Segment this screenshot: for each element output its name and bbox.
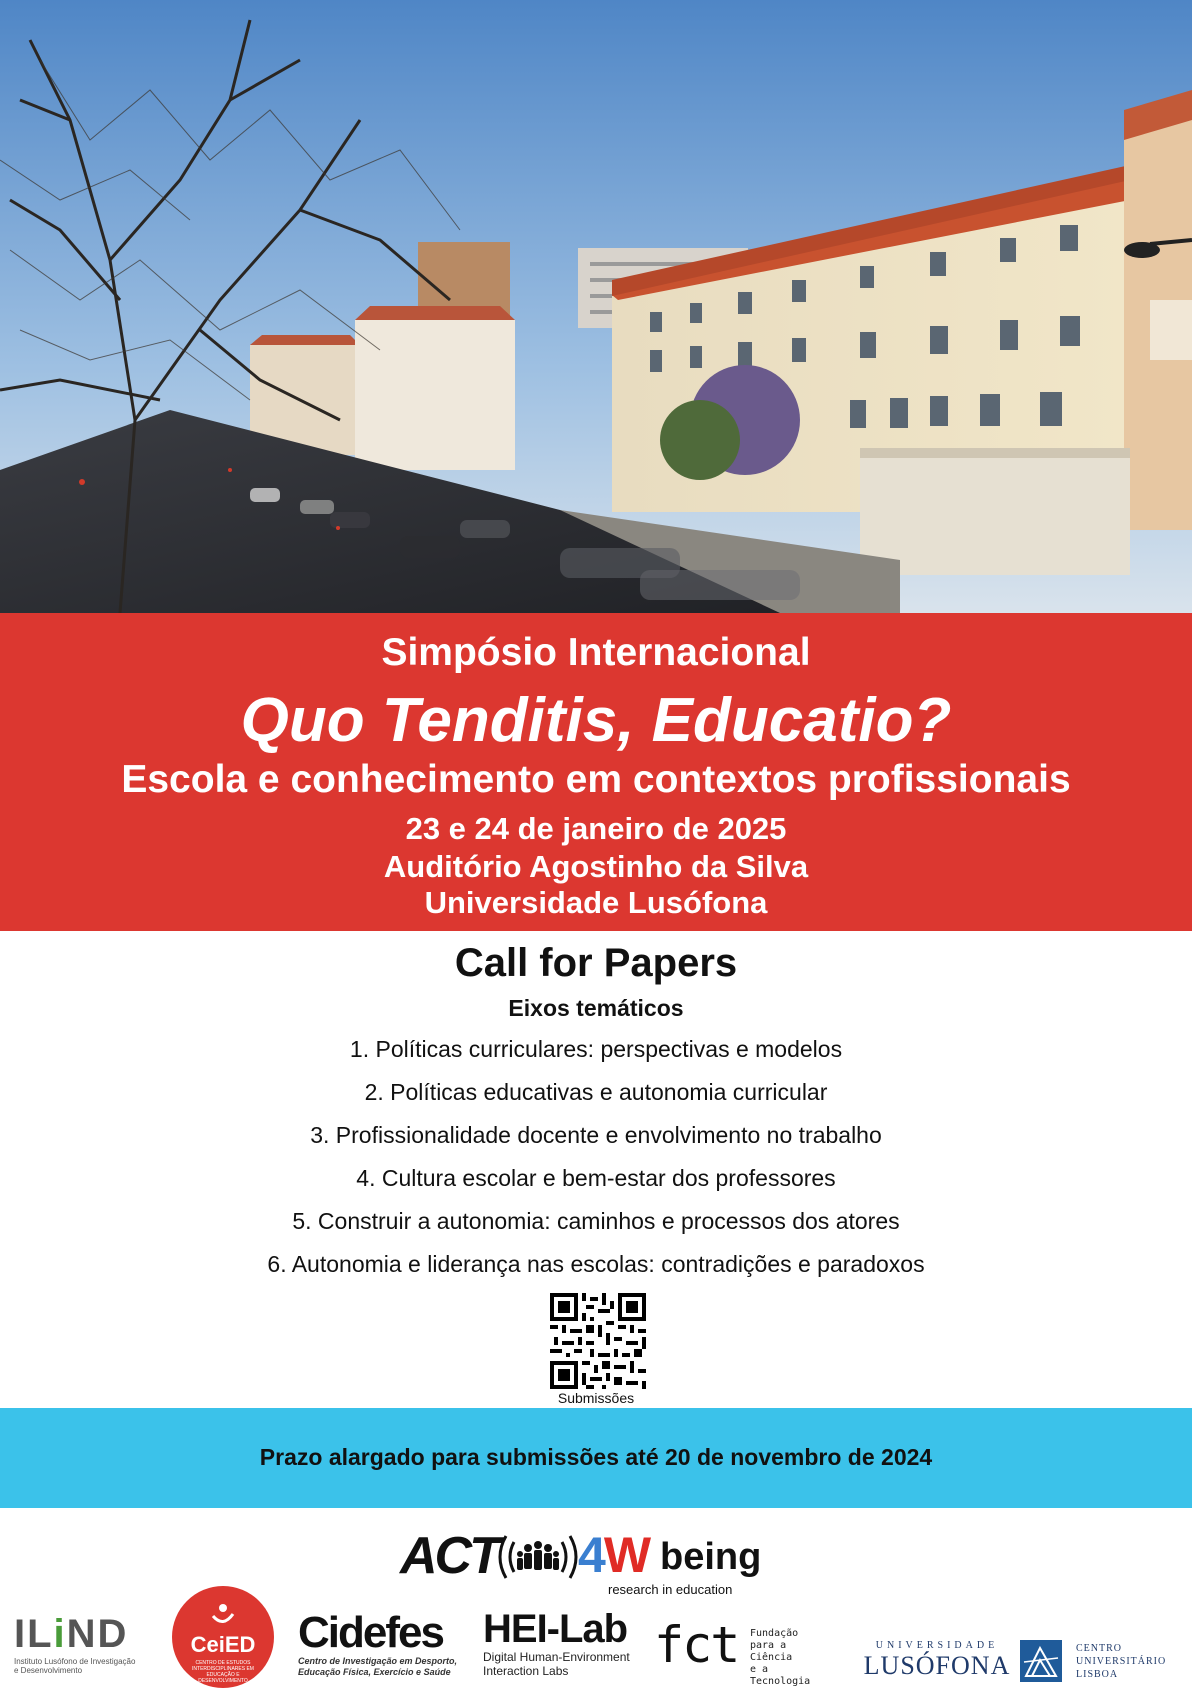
event-date: 23 e 24 de janeiro de 2025 [405, 811, 787, 846]
ilind-caption: Instituto Lusófono de Investigação e Desenvolvimento [14, 1657, 136, 1675]
universidade-lusofona-logo [862, 1640, 1012, 1684]
lusofona-name: LUSÓFONA [863, 1651, 1011, 1680]
deadline-band [0, 1408, 1192, 1508]
cul-emblem-icon [1020, 1640, 1062, 1682]
theme-item: 2. Políticas educativas e autonomia curricular [364, 1079, 828, 1105]
fct-logo [654, 1616, 834, 1687]
cfp-title: Call for Papers [454, 941, 738, 985]
broadcast-people-icon [492, 1530, 584, 1584]
hero-photo [0, 0, 1192, 613]
title-band [0, 613, 1192, 931]
themes-list [0, 1034, 1192, 1292]
hei-lab-caption: Digital Human-Environment Interaction Labs [483, 1650, 630, 1678]
act-word: ACT [400, 1527, 498, 1585]
four-w-mark: 4W [578, 1527, 650, 1583]
submission-qr-code[interactable] [550, 1293, 646, 1389]
ceied-logo [172, 1586, 274, 1688]
theme-item: 3. Profissionalidade docente e envolvimento no trabalho [310, 1122, 882, 1148]
event-institution: Universidade Lusófona [424, 885, 768, 920]
lusofona-top: UNIVERSIDADE [875, 1640, 999, 1651]
event-venue: Auditório Agostinho da Silva [383, 849, 809, 884]
hei-lab-logo [483, 1608, 643, 1684]
cfp-subtitle: Eixos temáticos [508, 995, 684, 1021]
fct-name: fct [654, 1616, 739, 1674]
being-word: being [660, 1536, 762, 1578]
theme-item: 6. Autonomia e liderança nas escolas: contradições e paradoxos [267, 1251, 925, 1277]
event-subtitle: Escola e conhecimento em contextos profissionais [121, 758, 1071, 801]
centro-universitario-lisboa-logo [1020, 1638, 1190, 1688]
qr-label: Submissões [557, 1390, 635, 1406]
cidefes-caption: Centro de Investigação em Desporto, Educação Física, Exercício e Saúde [298, 1656, 458, 1677]
theme-item: 4. Cultura escolar e bem-estar dos professores [356, 1165, 836, 1191]
ceied-figure-icon [210, 1602, 236, 1628]
event-title: Quo Tenditis, Educatio? [240, 686, 952, 755]
call-for-papers-section [0, 931, 1192, 1408]
cidefes-name: Cidefes [298, 1608, 443, 1657]
theme-item: 1. Políticas curriculares: perspectivas e modelos [349, 1036, 843, 1062]
cidefes-logo [298, 1610, 474, 1680]
act4wbeing-logo [400, 1526, 770, 1597]
partner-logos [0, 1508, 1192, 1690]
cul-caption: CENTRO UNIVERSITÁRIO LISBOA [1076, 1643, 1167, 1680]
theme-item: 5. Construir a autonomia: caminhos e processos dos atores [292, 1208, 900, 1234]
event-type: Simpósio Internacional [381, 631, 811, 674]
act-tagline: research in education [608, 1582, 733, 1597]
fct-caption: Fundação para a Ciência e a Tecnologia [750, 1628, 811, 1687]
hei-lab-name: HEI-Lab [483, 1607, 628, 1651]
deadline-text: Prazo alargado para submissões até 20 de novembro de 2024 [259, 1444, 933, 1470]
ceied-caption: CENTRO DE ESTUDOS INTERDISCIPLINARES EM EDUCAÇÃO E DESENVOLVIMENTO [192, 1660, 254, 1684]
ceied-name: CeiED [190, 1632, 256, 1657]
ilind-logo: ILiND Instituto Lusófono de Investigação e Desenvolvimento [14, 1612, 164, 1672]
